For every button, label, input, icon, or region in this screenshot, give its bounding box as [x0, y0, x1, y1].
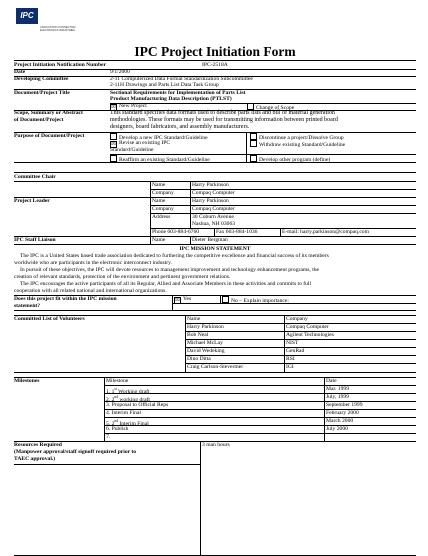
mission-p1a: The IPC is a United States based trade association dedicated to furthering the competitive excellence and financial success of its members	[20, 253, 329, 259]
title-rule	[14, 60, 416, 61]
doc-title-label: Document/Project Title	[14, 90, 70, 96]
doc-title-line-1: Sectional Requirements for Implementation of Parts List	[110, 90, 246, 96]
opt-reaffirm-label: Reaffirm an existing Standard/Guideline	[119, 157, 210, 163]
volunteer-name: Bob Neal	[187, 332, 209, 338]
scope-line-1: This standard specifies data formats used to describe parts lists and bill of material generation	[110, 110, 335, 116]
change-scope-label: Change of Scope	[256, 105, 295, 111]
volunteer-name: Michael McLay	[187, 340, 223, 346]
milestone-date: July 2000	[326, 426, 348, 432]
chair-label: Committee Chair	[14, 174, 56, 180]
liaison-name: Dieter Bergman	[192, 237, 228, 243]
resources-label-2: (Manpower approval/staff signoff required prior to	[14, 449, 137, 455]
volunteers-label: Committed List of Volunteers	[14, 316, 85, 322]
leader-label: Project Leader	[14, 198, 50, 204]
opt-discontinue-label: Discontinue a project/Dissolve Group	[259, 135, 344, 141]
opt-revise-checkbox[interactable]: ☒	[111, 141, 116, 147]
chair-company: Compaq Computer	[192, 190, 235, 196]
logo-tagline-2: ELECTRONICS INDUSTRIES	[40, 29, 75, 32]
date-value: 9/1/2000	[110, 69, 130, 75]
opt-revise-label: Revise an existing IPC	[119, 140, 171, 146]
opt-withdraw-checkbox[interactable]	[250, 140, 257, 147]
purpose-opt-withdraw[interactable]	[250, 140, 345, 148]
leader-name: Harry Parkinson	[192, 198, 229, 204]
mission-p3a: The IPC encourages the active participants of all its Regular, Allied and Associate Members in these activities and commits to full	[20, 281, 312, 287]
milestone-item: 7.	[106, 434, 111, 440]
milestones-date-header: Date	[326, 378, 337, 384]
milestones-label: Milestones	[14, 378, 40, 384]
scope-line-2: methodologies. These formats may be used for transmitting information between printed board	[110, 117, 338, 123]
milestone-item: 2. 2nd working draft	[106, 395, 150, 403]
ipc-logo	[14, 6, 84, 46]
volunteer-company: RSI	[286, 356, 295, 362]
fit-no-label: No – Explain importance:	[231, 298, 289, 304]
milestone-date: March 2000	[326, 418, 354, 424]
leader-company-label: Company	[152, 206, 174, 212]
scope-label-1: Scope, Summary or Abstract	[14, 110, 83, 116]
opt-revise-label-2: Standard/Guideline	[110, 147, 154, 153]
logo-tagline-1: ASSOCIATION CONNECTING	[40, 26, 76, 29]
resources-value: 3 man hours	[202, 442, 230, 448]
volunteer-company: Compaq Computer	[286, 324, 329, 330]
milestone-item: 1. 1st Working draft	[106, 387, 150, 395]
resources-label-1: Resources Required	[14, 442, 62, 448]
fit-label-1: Does this project fit within the IPC mission	[14, 296, 117, 302]
purpose-label: Purpose of Document/Project	[14, 133, 85, 139]
volunteers-name-header: Name	[187, 316, 201, 322]
mission-p2b: creation of relevant standards, protection of the environment and pertinent government relations.	[14, 274, 231, 280]
volunteer-name: Dino Ditta	[187, 356, 211, 362]
mission-heading: IPC MISSION STATEMENT	[179, 246, 251, 252]
milestone-date: July, 1999	[326, 394, 349, 400]
volunteer-name: Harry Parkinson	[187, 324, 224, 330]
new-project-label: New Project	[119, 103, 147, 109]
fit-label-2: statement?	[14, 303, 41, 309]
opt-reaffirm-checkbox[interactable]	[110, 155, 117, 162]
volunteers-company-header: Company	[286, 316, 308, 322]
leader-email[interactable]: E-mail: harry.parkinson@compaq.com	[282, 229, 369, 235]
committee-line-2: 2-11H Drawings and Parts List Data Task Group	[110, 82, 219, 88]
notification-label: Project Initiation Notification Number	[14, 62, 107, 68]
form-title: IPC Project Initiation Form	[134, 44, 296, 59]
mission-p3b: cooperation with all related national and international organizations.	[14, 288, 167, 294]
chair-company-label: Company	[152, 190, 174, 196]
leader-phone: Phone 603-884-6760	[152, 229, 200, 235]
leader-address-2: Nashua, NH 03063	[192, 221, 236, 227]
volunteer-company: NIST	[286, 340, 299, 346]
leader-name-label: Name	[152, 198, 166, 204]
fit-no-checkbox[interactable]	[222, 296, 229, 303]
milestone-date: Mar. 1999	[326, 386, 349, 392]
milestone-item: 5. 2nd Interim Final	[106, 419, 149, 427]
opt-withdraw-label: Withdraw existing Standard/Guideline	[259, 142, 346, 148]
resources-label-3: TAEC approval.)	[14, 456, 56, 462]
volunteer-company: Agilent Technologies	[286, 332, 334, 338]
ipc-logo-mark: IPC	[16, 8, 38, 24]
volunteer-name: David Wedeking	[187, 348, 225, 354]
opt-new-label: Develop a new IPC Standard/Guideline	[119, 135, 208, 141]
change-scope-checkbox[interactable]	[247, 103, 254, 110]
liaison-label: IPC Staff Liaison	[14, 237, 56, 243]
fit-yes-checkbox[interactable]: ☒	[175, 297, 180, 303]
chair-name: Harry Parkinson	[192, 182, 229, 188]
opt-other-label: Develop other program (define)	[259, 157, 331, 163]
milestone-date: September 1999	[326, 402, 363, 408]
milestone-item: 6. Publish	[106, 426, 129, 432]
mission-p2a: In pursuit of these objectives, the IPC will devote resources to management improvement and technology enhancement programs, the	[20, 267, 320, 273]
scope-label-2: of Document/Project	[14, 117, 64, 123]
milestones-header: Milestone	[106, 378, 129, 384]
milestone-date: February 2000	[326, 410, 359, 416]
leader-address-label: Address	[152, 214, 171, 220]
liaison-name-label: Name	[152, 237, 166, 243]
chair-name-label: Name	[152, 182, 166, 188]
committee-label: Developing Committee	[14, 76, 69, 82]
date-label: Date	[14, 69, 26, 75]
doc-title-line-2: Product Manufacturing Data Description (PTLST)	[110, 96, 232, 102]
volunteer-company: IGI	[286, 364, 294, 370]
milestone-item: 3. Proposal to Official Reps	[106, 402, 169, 408]
new-project-checkbox[interactable]: ☒	[111, 104, 116, 110]
fit-yes-label: Yes	[183, 296, 192, 302]
opt-discontinue-checkbox[interactable]	[250, 133, 257, 140]
mission-p1b: worldwide who are participants in the electronic interconnect industry.	[14, 260, 172, 266]
milestone-item: 4. Interim Final	[106, 410, 141, 416]
volunteer-name: Craig Carlson-Stevermer	[187, 364, 244, 370]
opt-other-checkbox[interactable]	[250, 155, 257, 162]
notification-value: IPC-2518A	[202, 62, 228, 68]
leader-company: Compaq Computer	[192, 206, 235, 212]
leader-address-1: 30 Coburn Avenue	[192, 214, 234, 220]
leader-fax: Fax 603-884-1036	[216, 229, 258, 235]
volunteer-company: GenRad	[286, 348, 305, 354]
opt-new-checkbox[interactable]	[110, 133, 117, 140]
committee-line-1: 2-11 Computerized Data Format Standardization Subcommittee	[110, 76, 253, 82]
scope-line-3: designers, board fabricators, and assembly manufacturers.	[110, 124, 250, 130]
